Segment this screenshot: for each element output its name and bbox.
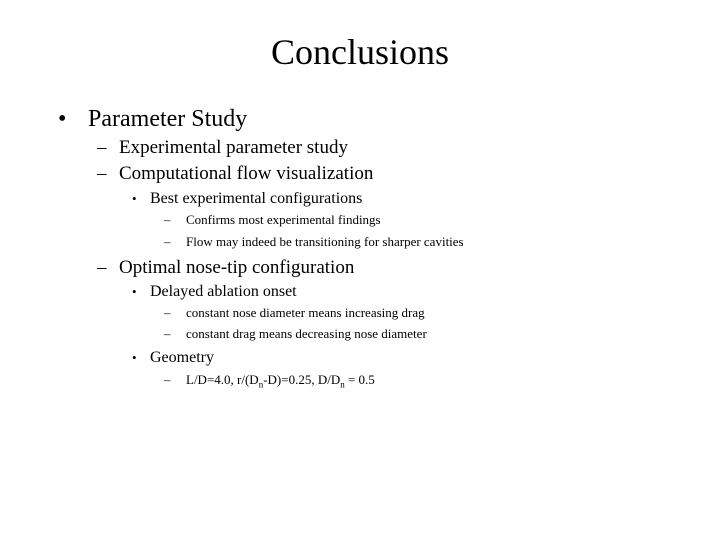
subsubbullet-geometry	[132, 348, 214, 368]
subsubbullet-text: Geometry	[150, 349, 214, 366]
subbullet-text: Computational flow visualization	[119, 163, 374, 184]
dash-icon: –	[164, 234, 171, 249]
bullet-parameter-study	[58, 105, 248, 133]
slide-title: Conclusions	[270, 32, 449, 72]
geometry-params-part3: = 0.5	[344, 372, 375, 387]
detail-geometry-params	[164, 372, 375, 393]
subbullet-text: Optimal nose-tip configuration	[119, 257, 355, 278]
subbullet-text: Experimental parameter study	[119, 137, 348, 158]
detail-constant-nose-diameter	[164, 305, 425, 321]
dash-icon: –	[97, 163, 107, 184]
detail-text: constant drag means decreasing nose diameter	[186, 326, 427, 341]
geometry-params-sub2: n	[340, 379, 345, 390]
bullet-icon: •	[132, 284, 137, 299]
detail-text: constant nose diameter means increasing drag	[186, 305, 425, 320]
subbullet-computational-flow-visualization	[97, 162, 374, 186]
dash-icon: –	[164, 212, 171, 227]
bullet-icon: •	[132, 350, 137, 365]
dash-icon: –	[164, 305, 171, 320]
bullet-icon: •	[58, 106, 67, 132]
subsubbullet-delayed-ablation-onset	[132, 282, 297, 302]
detail-text: Confirms most experimental findings	[186, 212, 381, 227]
geometry-params-part2: -D)=0.25, D/D	[263, 372, 341, 387]
subsubbullet-text: Best experimental configurations	[150, 190, 363, 207]
geometry-params-sub1: n	[258, 379, 264, 390]
dash-icon: –	[164, 372, 171, 387]
detail-flow-transitioning	[164, 234, 464, 250]
detail-confirms-findings	[164, 212, 381, 228]
subbullet-experimental-parameter-study	[97, 136, 348, 160]
dash-icon: –	[164, 326, 171, 341]
bullet-icon: •	[132, 191, 137, 206]
dash-icon: –	[97, 137, 107, 158]
geometry-params-part1: L/D=4.0, r/(D	[186, 372, 259, 387]
detail-constant-drag	[164, 326, 427, 342]
subsubbullet-text: Delayed ablation onset	[150, 283, 297, 300]
detail-text: Flow may indeed be transitioning for sharper cavities	[186, 234, 464, 249]
subbullet-optimal-nose-tip	[97, 256, 355, 280]
dash-icon: –	[97, 257, 107, 278]
subsubbullet-best-experimental-configurations	[132, 189, 363, 209]
bullet-text: Parameter Study	[88, 106, 248, 132]
